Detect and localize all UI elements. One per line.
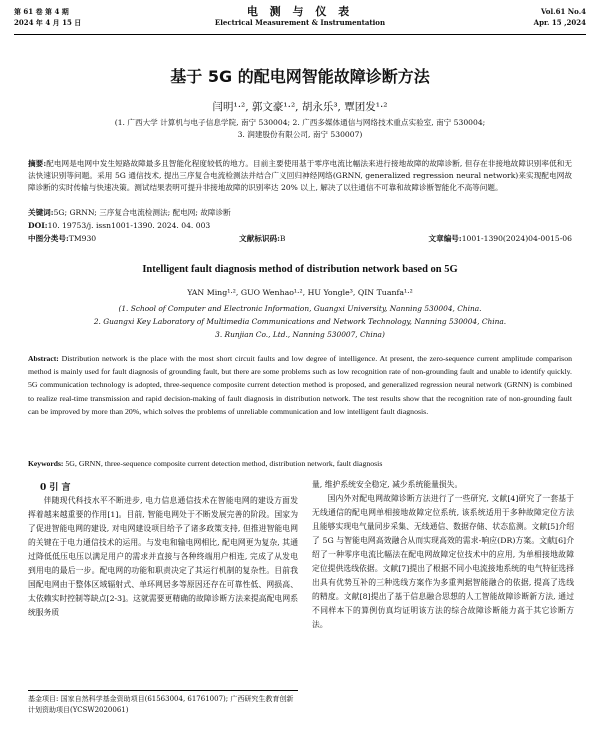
header-center (14, 6, 586, 28)
affiliation-line: (1. 广西大学 计算机与电子信息学院, 南宁 530004; 2. 广西多媒体通信与网络技术重点实验室, 南宁 530004; (114, 118, 486, 127)
clc-text: TM930 (68, 234, 97, 243)
abstract-cn-label: 摘要: (28, 159, 47, 168)
header-right (534, 6, 586, 28)
affiliation-line: 3. Runjian Co., Ltd., Nanning 530007, China) (215, 330, 385, 339)
header-rule (14, 34, 586, 35)
affiliation-line: 3. 润建股份有限公司, 南宁 530007) (237, 130, 363, 139)
doi-text: 10. 19753/j. issn1001-1390. 2024. 04. 003 (47, 221, 211, 230)
keywords-cn-text: 5G; GRNN; 三序复合电流检测法; 配电网; 故障诊断 (53, 208, 231, 217)
date-en: Apr. 15 ,2024 (533, 18, 586, 27)
date-cn: 2024 年 4 月 15 日 (14, 18, 82, 27)
paper-title-cn: 基于 5G 的配电网智能故障诊断方法 (170, 67, 430, 86)
intro-paragraph: 伴随现代科技水平不断进步, 电力信息通信技术在智能电网的建设方面发挥着越来越重要的作用[1]。目前, 智能电网处于不断发展完善的阶段。国家为了促进智能电网的建设, 对电网建设项目给予了诸多政策支持, 但推进智能电网的关键在于电力通信技术的运用。与发电和输电网相比, 配电网更为复杂, 其通过降低低压电压以满足用户的需求并直接与各种终端用户相连, 完成了从发电到用电的最后一步。配电网的功能和职责决定了其运行机制的复杂性。目前我国配电网由于整体区域辐射式、单环网居多等原因还存在可靠性低、网损高、太依赖实时控制等缺点[2-3]。这就需要更精确的故障诊断方法来提高配电网系统服务质 (28, 496, 298, 617)
journal-en: Electrical Measurement & Instrumentation (214, 18, 386, 27)
paper-title-en: Intelligent fault diagnosis method of distribution network based on 5G (142, 264, 458, 275)
journal-cn: 电 测 与 仪 表 (246, 5, 354, 18)
keywords-en (28, 458, 572, 470)
classification-row (28, 233, 572, 245)
continued-paragraph: 量, 维护系统安全稳定, 减少系统能量损失。 (312, 480, 463, 489)
keywords-en-text: 5G, GRNN, three-sequence composite current detection method, distribution network, fault diagnosis (65, 459, 383, 468)
keywords-cn (28, 207, 572, 219)
keywords-en-label: Keywords: (28, 459, 64, 468)
keywords-cn-label: 关键词: (28, 208, 54, 217)
affiliation-line: 2. Guangxi Key Laboratory of Multimedia Communications and Network Technology, Nanning 530004, China. (93, 317, 507, 326)
section-heading-intro: 0 引 言 (40, 483, 71, 493)
affiliations-cn (30, 117, 570, 141)
abstract-cn (28, 158, 572, 194)
abstract-en (28, 352, 572, 418)
doi (28, 220, 572, 232)
clc-label: 中图分类号: (28, 234, 69, 243)
authors-en: YAN Ming¹·², GUO Wenhao¹·², HU Yongle³, QIN Tuanfa¹·² (187, 288, 413, 297)
volume-en: Vol.61 No.4 (541, 7, 586, 16)
article-no-text: 1001-1390(2024)04-0015-06 (461, 234, 572, 243)
right-column (312, 478, 574, 632)
abstract-cn-text: 配电网是电网中发生短路故障最多且智能化程度较低的地方。目前主要使用基于零序电流比幅法来进行接地故障的故障诊断, 但存在非接地故障识别率低和无法快速识别等问题。采用 5G 通信技术, 提出三序复合电流检测法并结合广义回归神经网络(GRNN, generalized regression neural network)来实现配电网故障诊断的实时传输与快速决策。测试结果表明可提升非接地故障的识别率达 20% 以上, 解决了以往通信不可靠和故障诊断智能化不高等问题。 (28, 159, 572, 192)
doi-label: DOI: (28, 221, 48, 230)
funding-footnote: 基金项目: 国家自然科学基金资助项目(61563004, 61761007); 广西研究生教育创新计划资助项目(YCSW2020061) (28, 690, 298, 716)
authors-cn: 闫明¹·², 郭文豪¹·², 胡永乐³, 覃团发¹·² (212, 101, 388, 113)
clc (28, 233, 96, 245)
doc-code-text: B (279, 234, 286, 243)
literature-paragraph: 国内外对配电网故障诊断方法进行了一些研究, 文献[4]研究了一套基于无线通信的配电网单相接地故障定位系统, 该系统适用于多种故障定位方法且能够实现电气量同步采集、无线通信、数据存储、状态监测。文献[5]介绍了 5G 与智能电网高效融合从而实现高效的需求-响应(DR)方案。文献[6]介绍了一种零序电流比幅法在配电网故障定位技术中的应用, 为单相接地故障定位提供选线依据。文献[7]提出了根据不同小电流接地系统的电气特征选择出具有优势互补的三种选线方案作为多重判据智能融合的依据, 提高了选线的精度。文献[8]提出了基于信息融合思想的人工智能故障诊断新方法, 通过不同样本下的算例仿真均证明该方法的综合故障诊断能力高于其它诊断方法。 (312, 494, 574, 629)
doc-code-label: 文献标识码: (239, 234, 280, 243)
abstract-en-text: Distribution network is the place with the most short circuit faults and low degree of intelligence. At present, the zero-sequence current amplitude comparison method is mainly used for fault diagnosis of grounding fault, but there are some problems such as low recognition rate of non-grounding fault and unable to identify quickly. 5G communication technology is adopted, three-sequence composite current detection method is proposed, and generalized regression neural network (GRNN) is combined to realize real-time transmission and rapid decision-making of fault diagnosis in distribution network. The test results show that the recognition rate of non-grounding fault can be improved by more than 20%, which solves the problems of unreliable communication and low intelligent fault diagnosis. (28, 354, 573, 416)
left-column (28, 494, 298, 620)
article-no-label: 文章编号: (428, 234, 462, 243)
affiliation-line: (1. School of Computer and Electronic Information, Guangxi University, Nanning 530004, China. (118, 304, 482, 313)
article-no (429, 233, 572, 245)
running-header (14, 6, 586, 34)
volume-cn: 第 61 卷 第 4 期 (14, 7, 69, 16)
doc-code (239, 233, 285, 245)
abstract-en-label: Abstract: (28, 354, 59, 363)
affiliations-en (40, 302, 560, 341)
